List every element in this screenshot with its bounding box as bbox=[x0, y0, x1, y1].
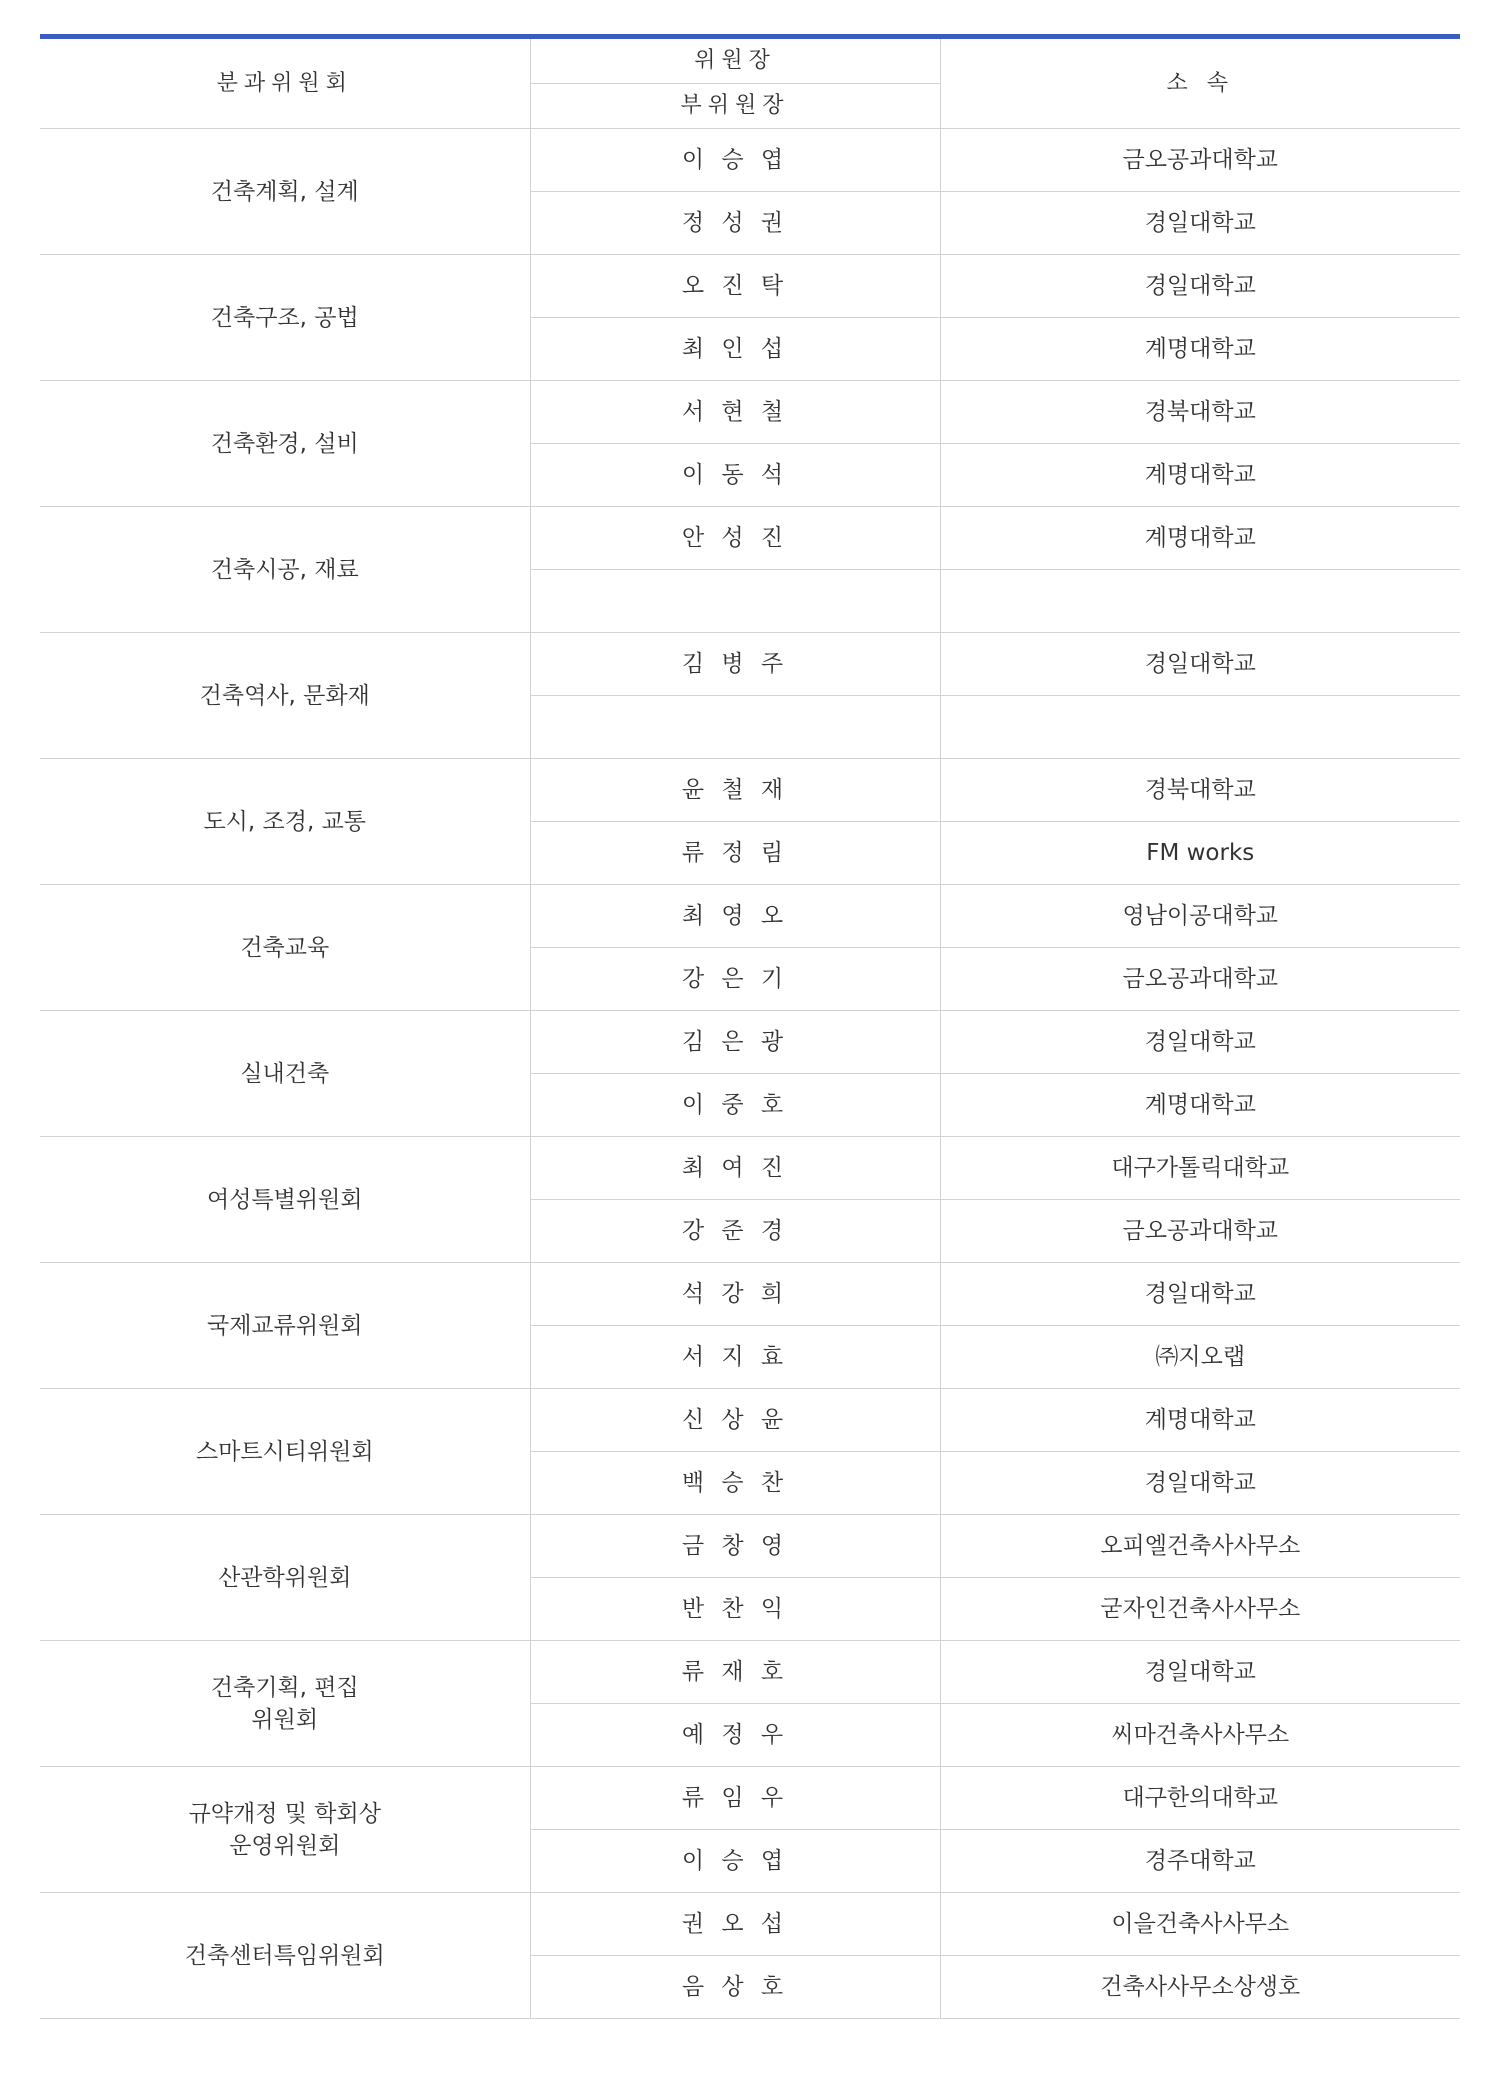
chair-name: 최 여 진 bbox=[530, 1137, 940, 1200]
affiliation: ㈜지오랩 bbox=[940, 1326, 1460, 1389]
affiliation: 경일대학교 bbox=[940, 192, 1460, 255]
table-row bbox=[40, 885, 1460, 948]
table-row bbox=[40, 633, 1460, 696]
table-row bbox=[40, 1893, 1460, 1956]
chair-name: 김 은 광 bbox=[530, 1011, 940, 1074]
affiliation: 계명대학교 bbox=[940, 1074, 1460, 1137]
table-row bbox=[40, 255, 1460, 318]
affiliation: 경주대학교 bbox=[940, 1830, 1460, 1893]
committee-name: 건축역사, 문화재 bbox=[40, 633, 530, 759]
table-row bbox=[40, 1515, 1460, 1578]
header-chair: 위원장 bbox=[530, 37, 940, 84]
affiliation: 경북대학교 bbox=[940, 381, 1460, 444]
chair-name: 안 성 진 bbox=[530, 507, 940, 570]
chair-name: 김 병 주 bbox=[530, 633, 940, 696]
committee-name: 건축센터특임위원회 bbox=[40, 1893, 530, 2019]
chair-name: 서 현 철 bbox=[530, 381, 940, 444]
affiliation: 경일대학교 bbox=[940, 255, 1460, 318]
affiliation: 건축사사무소상생호 bbox=[940, 1956, 1460, 2019]
committee-table-body bbox=[40, 37, 1460, 2019]
vice-chair-name: 반 찬 익 bbox=[530, 1578, 940, 1641]
committee-name: 건축환경, 설비 bbox=[40, 381, 530, 507]
chair-name: 금 창 영 bbox=[530, 1515, 940, 1578]
committee-name: 여성특별위원회 bbox=[40, 1137, 530, 1263]
vice-chair-name: 이 중 호 bbox=[530, 1074, 940, 1137]
affiliation: 경일대학교 bbox=[940, 1263, 1460, 1326]
committee-name: 건축교육 bbox=[40, 885, 530, 1011]
affiliation: 씨마건축사사무소 bbox=[940, 1704, 1460, 1767]
chair-name: 오 진 탁 bbox=[530, 255, 940, 318]
committee-name: 건축계획, 설계 bbox=[40, 129, 530, 255]
committee-name: 국제교류위원회 bbox=[40, 1263, 530, 1389]
committee-table-wrapper bbox=[40, 34, 1460, 2019]
affiliation: 경일대학교 bbox=[940, 1011, 1460, 1074]
affiliation: 계명대학교 bbox=[940, 318, 1460, 381]
chair-name: 이 승 엽 bbox=[530, 129, 940, 192]
affiliation: 경일대학교 bbox=[940, 633, 1460, 696]
table-row bbox=[40, 1011, 1460, 1074]
header-committee: 분과위원회 bbox=[40, 37, 530, 129]
committee-name: 스마트시티위원회 bbox=[40, 1389, 530, 1515]
affiliation bbox=[940, 570, 1460, 633]
vice-chair-name: 서 지 효 bbox=[530, 1326, 940, 1389]
vice-chair-name: 류 정 림 bbox=[530, 822, 940, 885]
affiliation: 금오공과대학교 bbox=[940, 948, 1460, 1011]
header-row bbox=[40, 37, 1460, 84]
chair-name: 권 오 섭 bbox=[530, 1893, 940, 1956]
affiliation: 금오공과대학교 bbox=[940, 1200, 1460, 1263]
chair-name: 최 영 오 bbox=[530, 885, 940, 948]
vice-chair-name: 최 인 섭 bbox=[530, 318, 940, 381]
committee-name: 규약개정 및 학회상 운영위원회 bbox=[40, 1767, 530, 1893]
committee-name: 산관학위원회 bbox=[40, 1515, 530, 1641]
table-row bbox=[40, 1641, 1460, 1704]
affiliation: 대구가톨릭대학교 bbox=[940, 1137, 1460, 1200]
table-row bbox=[40, 1263, 1460, 1326]
affiliation: 계명대학교 bbox=[940, 507, 1460, 570]
committee-table bbox=[40, 34, 1460, 2019]
chair-name: 신 상 윤 bbox=[530, 1389, 940, 1452]
committee-name: 건축시공, 재료 bbox=[40, 507, 530, 633]
vice-chair-name bbox=[530, 570, 940, 633]
vice-chair-name: 백 승 찬 bbox=[530, 1452, 940, 1515]
committee-name: 건축구조, 공법 bbox=[40, 255, 530, 381]
vice-chair-name: 이 승 엽 bbox=[530, 1830, 940, 1893]
affiliation: FM works bbox=[940, 822, 1460, 885]
table-row bbox=[40, 1137, 1460, 1200]
affiliation: 경일대학교 bbox=[940, 1452, 1460, 1515]
affiliation: 계명대학교 bbox=[940, 1389, 1460, 1452]
committee-name: 건축기획, 편집 위원회 bbox=[40, 1641, 530, 1767]
vice-chair-name: 강 준 경 bbox=[530, 1200, 940, 1263]
affiliation: 경북대학교 bbox=[940, 759, 1460, 822]
vice-chair-name bbox=[530, 696, 940, 759]
header-affiliation: 소 속 bbox=[940, 37, 1460, 129]
committee-name: 실내건축 bbox=[40, 1011, 530, 1137]
header-vice-chair: 부위원장 bbox=[530, 84, 940, 129]
affiliation: 대구한의대학교 bbox=[940, 1767, 1460, 1830]
chair-name: 석 강 희 bbox=[530, 1263, 940, 1326]
table-row bbox=[40, 129, 1460, 192]
affiliation: 영남이공대학교 bbox=[940, 885, 1460, 948]
vice-chair-name: 예 정 우 bbox=[530, 1704, 940, 1767]
table-row bbox=[40, 1389, 1460, 1452]
affiliation bbox=[940, 696, 1460, 759]
affiliation: 이을건축사사무소 bbox=[940, 1893, 1460, 1956]
vice-chair-name: 음 상 호 bbox=[530, 1956, 940, 2019]
vice-chair-name: 정 성 권 bbox=[530, 192, 940, 255]
affiliation: 금오공과대학교 bbox=[940, 129, 1460, 192]
table-row bbox=[40, 1767, 1460, 1830]
table-row bbox=[40, 759, 1460, 822]
vice-chair-name: 이 동 석 bbox=[530, 444, 940, 507]
vice-chair-name: 강 은 기 bbox=[530, 948, 940, 1011]
chair-name: 류 재 호 bbox=[530, 1641, 940, 1704]
committee-name: 도시, 조경, 교통 bbox=[40, 759, 530, 885]
affiliation: 계명대학교 bbox=[940, 444, 1460, 507]
chair-name: 류 임 우 bbox=[530, 1767, 940, 1830]
affiliation: 굳자인건축사사무소 bbox=[940, 1578, 1460, 1641]
chair-name: 윤 철 재 bbox=[530, 759, 940, 822]
affiliation: 경일대학교 bbox=[940, 1641, 1460, 1704]
table-row bbox=[40, 381, 1460, 444]
affiliation: 오피엘건축사사무소 bbox=[940, 1515, 1460, 1578]
table-row bbox=[40, 507, 1460, 570]
